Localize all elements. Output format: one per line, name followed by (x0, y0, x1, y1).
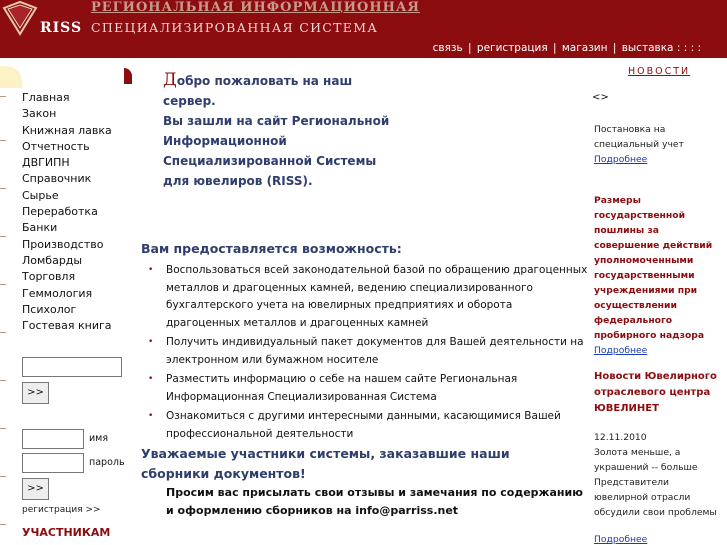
sidebar-tick-marks (0, 96, 6, 536)
members-title: Уважаемые участники системы, заказавшие наши сборники документов! (141, 446, 510, 481)
members-heading[interactable]: УЧАСТНИКАМ (22, 526, 111, 539)
sidebar-item-psychologist[interactable]: Психолог (22, 302, 77, 316)
login-password-field[interactable] (22, 453, 84, 473)
sidebar-item-reports[interactable]: Отчетность (22, 139, 90, 153)
news-item (594, 532, 725, 545)
specialized-heading: СПЕЦИАЛИЗИРОВАННАЯ СИСТЕМА (91, 20, 379, 35)
sidebar-item-reference[interactable]: Справочник (22, 172, 92, 186)
nav-shop-link[interactable]: магазин (561, 42, 608, 54)
list-item: • Получить индивидуальный пакет документов для Вашей деятельности на электронном или бумажном носителе (148, 334, 588, 369)
password-label: пароль (89, 457, 125, 468)
news-item (594, 369, 725, 417)
login-submit-button[interactable]: >> (22, 478, 49, 500)
news-marker: <> (592, 92, 609, 103)
welcome-block (163, 70, 398, 191)
opportunity-title: Вам предоставляется возможность: (141, 241, 402, 256)
news-date: 12.11.2010 (594, 432, 647, 443)
list-item: • Воспользоваться всей законодательной базой по обращению драгоценных металлов и драгоценных камней, ведению специализированного бухгалтерского учета на ювелирных предприятиях и оборота драгоценных металлов и драгоценных камней (148, 262, 588, 332)
sidebar-item-banks[interactable]: Банки (22, 221, 58, 235)
sidebar-item-pawnshops[interactable]: Ломбарды (22, 253, 83, 267)
news-item (594, 122, 725, 167)
regional-heading: РЕГИОНАЛЬНАЯ ИНФОРМАЦИОННАЯ (91, 0, 420, 15)
news-more-link[interactable]: Подробнее (594, 154, 648, 165)
sidebar-item-trade[interactable]: Торговля (22, 270, 76, 284)
news-item (594, 193, 725, 358)
welcome-heading: обро пожаловать на наш сервер. (163, 74, 353, 108)
nav-register-link[interactable]: регистрация (476, 42, 548, 54)
search-submit-button[interactable]: >> (22, 382, 49, 404)
sidebar-item-home[interactable]: Главная (22, 91, 70, 104)
register-link[interactable]: регистрация >> (22, 505, 101, 515)
top-nav: связь | регистрация | магазин | выставка : : : : (432, 42, 701, 54)
sidebar-item-law[interactable]: Закон (22, 107, 57, 121)
news-headline[interactable]: Размеры государственной пошлины за совершение действий уполномоченными государственными учреждениями при осуществлении федерального пробирного надзора (594, 195, 713, 341)
news-item (594, 430, 725, 520)
nav-exhibition-link[interactable]: выставка (621, 42, 674, 54)
news-more-link[interactable]: Подробнее (594, 345, 648, 356)
welcome-body: Вы зашли на сайт Региональной Информационной Специализированной Системы для ювелиров (RISS). (163, 114, 390, 188)
sidebar-item-processing[interactable]: Переработка (22, 205, 98, 219)
header-bar (0, 0, 727, 58)
opportunity-list (148, 262, 588, 445)
sidebar-item-production[interactable]: Производство (22, 237, 104, 251)
list-item: • Ознакомиться с другими интересными данными, касающимися Вашей профессиональной деятельности (148, 408, 588, 443)
sidebar-item-dvgipn[interactable]: ДВГИПН (22, 156, 70, 170)
welcome-dropcap: Д (163, 70, 177, 90)
nav-contact-link[interactable]: связь (432, 42, 463, 54)
news-text: Постановка на специальный учет (594, 124, 684, 150)
news-more-link[interactable]: Подробнее (594, 534, 648, 545)
news-text: Золота меньше, а украшений -- больше Представители ювелирной отрасли обсудили свои проблемы (594, 447, 717, 518)
search-input[interactable] (22, 357, 122, 377)
sidebar-tab-decoration (0, 66, 22, 88)
name-label: имя (89, 433, 109, 444)
sidebar-nav (22, 90, 112, 334)
sidebar-item-bookshop[interactable]: Книжная лавка (22, 123, 112, 137)
sidebar-tab-accent (124, 68, 132, 84)
feedback-note: Просим вас присылать свои отзывы и замечания по содержанию и оформлению сборников на info@parriss.net (166, 486, 583, 517)
login-name-field[interactable] (22, 429, 84, 449)
sidebar-item-guestbook[interactable]: Гостевая книга (22, 319, 112, 333)
sidebar-item-gemology[interactable]: Геммология (22, 286, 93, 300)
logo-text: RISS (40, 20, 83, 36)
list-item: • Разместить информацию о себе на нашем сайте Региональная Информационная Специализированная Система (148, 371, 588, 406)
nav-tail: : : : : (676, 42, 701, 54)
sidebar-item-raw-materials[interactable]: Сырье (22, 188, 59, 202)
news-title[interactable]: НОВОСТИ (628, 66, 691, 77)
news-headline[interactable]: Новости Ювелирного отраслевого центра ЮВЕЛИНЕТ (594, 371, 717, 414)
